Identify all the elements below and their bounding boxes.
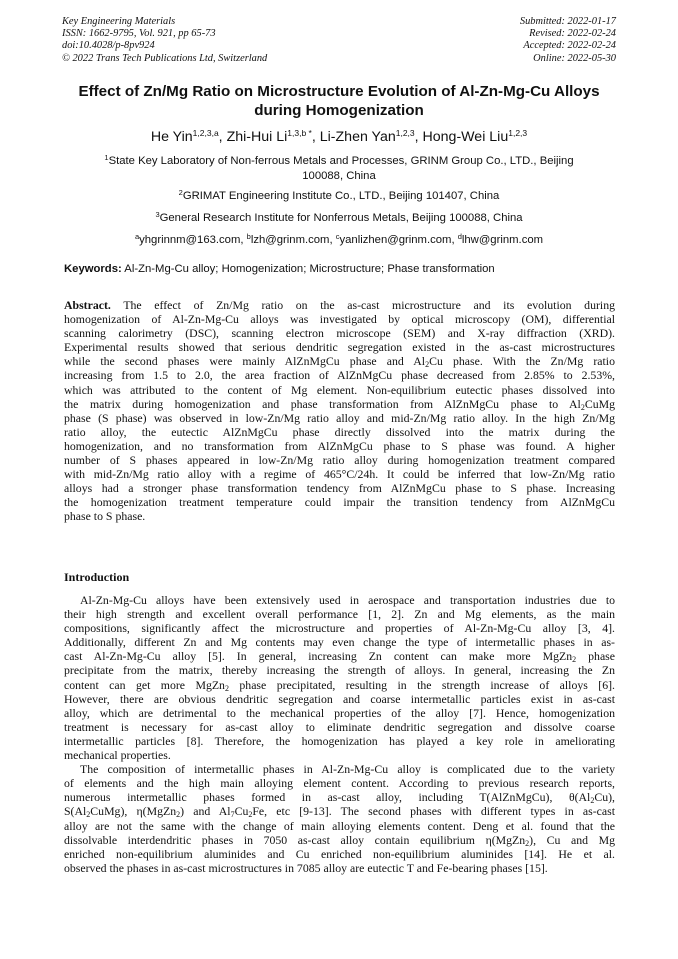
abstract-line: the matrix during homogenization and phase transformation from AlZnMgCu phase to $Al_2CuMg$ bbox=[64, 396, 615, 412]
publication-dates bbox=[520, 16, 616, 65]
email-link[interactable]: yhgrinnm@163.com bbox=[139, 234, 241, 246]
paper-title bbox=[50, 82, 628, 120]
journal-doi: doi:10.4028/p-8pv924 bbox=[62, 40, 155, 52]
author-emails: $^a$yhgrinnm@163.com, $^b$lzh@grinm.com, $^c$yanlizhen@grinm.com, $^d$lhw@grinm.com bbox=[134, 232, 544, 246]
paragraph-line: alloy, which are detrimental to the mechanical properties of the alloy [7]. Hence, homogenization bbox=[64, 705, 615, 720]
keywords-text: Al-Zn-Mg-Cu alloy; Homogenization; Microstructure; Phase transformation bbox=[124, 263, 495, 275]
abstract-line: while the second phases were mainly AlZnMgCu phase and $Al_2Cu$ phase. With the Zn/Mg ratio bbox=[64, 354, 615, 370]
abstract-label: Abstract. bbox=[64, 298, 111, 312]
paragraph-line: Additionally, different Zn and Mg contents may even change the type of intermetallic phases in as- bbox=[64, 635, 615, 650]
email-link[interactable]: lhw@grinm.com bbox=[461, 234, 544, 246]
paragraph-line: their high strength and excellent overall performance [1, 2]. Zn and Mg elements, as the main bbox=[64, 607, 615, 622]
journal-info bbox=[62, 16, 267, 65]
affiliation-sup: 1 bbox=[104, 153, 109, 162]
introduction-body bbox=[64, 593, 615, 875]
author-sup: 1,3,b * bbox=[287, 128, 312, 138]
email-sup: b bbox=[246, 232, 251, 241]
date-accepted: Accepted: 2022-02-24 bbox=[523, 40, 616, 52]
author-sup: 1,2,3 bbox=[395, 128, 415, 138]
email-sup: c bbox=[335, 232, 340, 241]
abstract-line: scanning calorimetry (DSC), scanning electron microscope (SEM) and X-ray diffraction (XRD). bbox=[64, 326, 615, 341]
date-submitted: Submitted: 2022-01-17 bbox=[519, 16, 616, 27]
paper-title-line2: during Homogenization bbox=[254, 102, 424, 119]
paragraph-line: alloy are not the same with the change of main alloying elements content. Deng et al. found that the bbox=[64, 818, 615, 833]
paragraph-line: mechanical properties. bbox=[64, 748, 171, 763]
abstract-line: the homogenization treatment temperature could impair the transition tendency from AlZnMgCu bbox=[64, 495, 615, 510]
abstract-line: ratio alloy, the eutectic AlZnMgCu phase directly dissolved into the matrix during the bbox=[64, 424, 615, 439]
journal-name: Key Engineering Materials bbox=[62, 16, 176, 27]
paragraph-line: treatment is necessary for as-cast alloy to eliminate dendritic segregation and dissolve coarse bbox=[64, 719, 615, 734]
abstract-line: phase to S phase. bbox=[64, 509, 146, 524]
paragraph-line: content can get more MgZn$_2$ phase precipitated, resulting in the strength increase of alloys [6]. bbox=[64, 677, 615, 693]
paragraph-line: cast Al-Zn-Mg-Cu alloy [5]. In general, increasing Zn content can make more MgZn$_2$ phase bbox=[64, 649, 616, 665]
email-sup: a bbox=[134, 232, 140, 241]
paragraph-line: intermetallic particles [8]. Therefore, the homogenization has played a key role in ameliorating bbox=[64, 733, 615, 748]
abstract-line: increasing from 1.5 to 2.0, the area fraction of AlZnMgCu phase decreased from 2.85% to 2.53%, bbox=[64, 368, 615, 383]
author-name: He Yin bbox=[150, 129, 193, 145]
paragraph-line: observed the phases in as-cast microstructures in 7085 alloy are eutectic T and Fe-bearing phases [15]. bbox=[64, 860, 548, 875]
affiliation-text: 100088, China bbox=[302, 170, 376, 182]
author-sup: 1,2,3,a bbox=[192, 128, 219, 138]
paragraph-line: of elements and the high main alloying element content. According to previous research reports, bbox=[64, 776, 615, 791]
email-link[interactable]: yanlizhen@grinm.com bbox=[339, 234, 452, 246]
paragraph-line: precipitate from the matrix, thereby increasing the strength of alloys. In general, increasing the Zn bbox=[64, 663, 615, 678]
abstract-line: homogenization, and no transformation from AlZnMgCu phase to S phase was found. A higher bbox=[64, 438, 615, 453]
keywords-label: Keywords: bbox=[64, 263, 122, 275]
date-online: Online: 2022-05-30 bbox=[533, 52, 616, 64]
abstract-line: alloys had a stronger phase transformation tendency from AlZnMgCu phase to S phase. Increasing bbox=[64, 481, 615, 496]
section-heading-introduction: Introduction bbox=[64, 570, 130, 584]
affiliation-text: State Key Laboratory of Non-ferrous Metals and Processes, GRINM Group Co., LTD., Beijing bbox=[108, 155, 574, 167]
affiliation-1 bbox=[40, 150, 638, 184]
author-name: Hong-Wei Liu bbox=[422, 129, 509, 145]
journal-copyright: © 2022 Trans Tech Publications Ltd, Switzerland bbox=[62, 52, 268, 64]
paragraph-line: However, there are obvious dendritic segregation and coarse intermetallic particles exist in as-cast bbox=[64, 691, 615, 706]
affiliation-sup: 2 bbox=[178, 188, 183, 197]
affiliation-3 bbox=[40, 207, 638, 226]
email-sup: d bbox=[457, 232, 462, 241]
abstract-line: homogenization of Al-Zn-Mg-Cu alloys was investigated by optical microscopy (OM), differential bbox=[64, 312, 615, 327]
paragraph-line: $S(Al_2CuMg)$, η(MgZn$_2$) and $Al_7Cu_2Fe$, etc [9-13]. The second phases with different types in as-cast bbox=[64, 804, 616, 820]
paragraph-line: numerous intermetallic phases formed in as-cast alloy, including T(AlZnMgCu), $\theta(Al_2Cu)$, bbox=[64, 790, 615, 806]
date-revised: Revised: 2022-02-24 bbox=[529, 28, 616, 40]
author-name: Zhi-Hui Li bbox=[226, 129, 288, 145]
paragraph-line: enriched non-equilibrium aluminides and Cu enriched non-equilibrium aluminides [14]. He et al. bbox=[64, 846, 615, 861]
paper-title-line1: Effect of Zn/Mg Ratio on Microstructure Evolution of Al-Zn-Mg-Cu Alloys bbox=[78, 83, 600, 100]
abstract-line: number of S phases appeared in low-Zn/Mg ratio alloy during homogenization treatment compared bbox=[64, 453, 615, 468]
affiliation-2 bbox=[40, 185, 638, 204]
author-name: Li-Zhen Yan bbox=[319, 129, 396, 145]
abstract-line: with mid-Zn/Mg ratio alloy with a regime of 465°C/24h. It could be inferred that low-Zn/Mg ratio bbox=[64, 467, 615, 482]
paragraph-line: dissolvable interdendritic phases in 7050 as-cast alloy contain equilibrium η(MgZn$_2$), Cu and Mg bbox=[64, 832, 615, 848]
paragraph-line: Al-Zn-Mg-Cu alloys have been extensively used in aerospace and transportation industries due to bbox=[80, 593, 615, 607]
affiliation-text: General Research Institute for Nonferrous Metals, Beijing 100088, China bbox=[159, 212, 523, 224]
abstract-line: which was attributed to the content of Mg element. Non-equilibrium eutectic phases dissolved into bbox=[64, 382, 615, 397]
keywords bbox=[64, 262, 495, 276]
abstract bbox=[64, 298, 615, 524]
email-link[interactable]: lzh@grinm.com bbox=[250, 234, 330, 246]
author-sup: 1,2,3 bbox=[508, 128, 528, 138]
paragraph-line: The composition of intermetallic phases in Al-Zn-Mg-Cu alloy is complicated due to the variety bbox=[80, 762, 615, 777]
affiliation-sup: 3 bbox=[155, 210, 160, 219]
abstract-line: phase (S phase) was observed in low-Zn/Mg ratio alloy and mid-Zn/Mg ratio alloy. In the high Zn/Mg bbox=[64, 410, 615, 425]
abstract-line: Abstract. The effect of Zn/Mg ratio on the as-cast microstructure and its evolution during bbox=[64, 298, 615, 312]
author-list: He Yin$^{1,2,3,a}$, Zhi-Hui $Li^{1,3,b *}$, Li-Zhen Yan$^{1,2,3}$, Hong-Wei Liu$^{1,2,3}$ bbox=[150, 128, 528, 145]
abstract-line: Experimental results showed that serious dendritic segregation existed in the as-cast microstructures bbox=[64, 340, 615, 355]
journal-issn: ISSN: 1662-9795, Vol. 921, pp 65-73 bbox=[62, 28, 216, 40]
affiliation-text: GRIMAT Engineering Institute Co., LTD., Beijing 101407, China bbox=[182, 190, 500, 202]
paragraph-line: compositions, significantly affect the microstructure and properties of Al-Zn-Mg-Cu alloy [3, 4]. bbox=[64, 621, 615, 636]
